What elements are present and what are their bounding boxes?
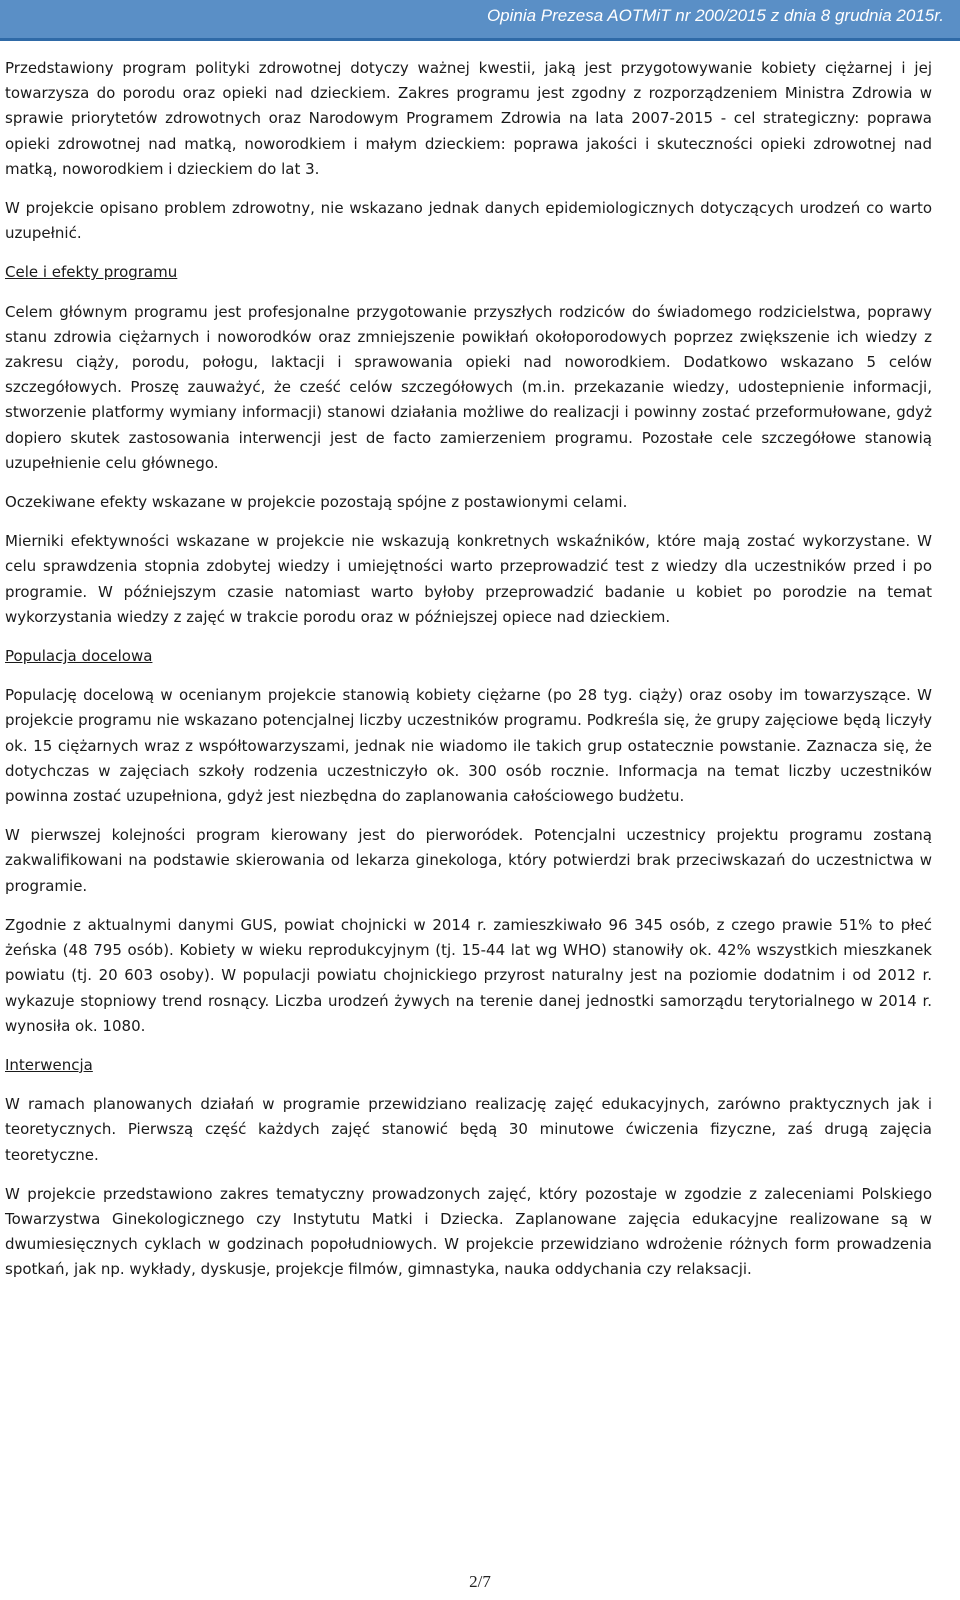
paragraph: W projekcie opisano problem zdrowotny, nie wskazano jednak danych epidemiologicznych dotyczących urodzeń co warto uzupełnić. <box>5 199 932 243</box>
document-header <box>0 0 960 41</box>
paragraph: W pierwszej kolejności program kierowany jest do pierworódek. Potencjalni uczestnicy projektu programu zostaną zakwalifikowani na podstawie skierowania od lekarza ginekologa, który potwierdzi brak przeciwskazań do uczestnictwa w programie. <box>5 826 932 895</box>
section-heading: Cele i efekty programu <box>5 263 178 282</box>
section-heading: Interwencja <box>5 1055 93 1074</box>
paragraph: Celem głównym programu jest profesjonalne przygotowanie przyszłych rodziców do świadomego rodzicielstwa, poprawy stanu zdrowia ciężarnych i noworodków oraz zmniejszenie powikłań okołoporodowych poprzez zwiększenie ich wiedzy z zakresu ciąży, porodu, połogu, laktacji i sprawowania opieki nad noworodkiem. Dodatkowo wskazano 5 celów szczegółowych. Proszę zauważyć, że cześć celów szczegółowych (m.in. przekazanie wiedzy, udostepnienie informacji, stworzenie platformy wymiany informacji) stanowi działania możliwe do realizacji i powinny zostać przeformułowane, gdyż dopiero skutek zastosowania interwencji jest de facto zamierzeniem programu. Pozostałe cele szczegółowe stanowią uzupełnienie celu głównego. <box>5 302 932 472</box>
paragraph: Populację docelową w ocenianym projekcie stanowią kobiety ciężarne (po 28 tyg. ciąży) oraz osoby im towarzyszące. W projekcie programu nie wskazano potencjalnej liczby uczestników programu. Podkreśla się, że grupy zajęciowe będą liczyły ok. 15 ciężarnych wraz z współtowarzyszami, jednak nie wiadomo ile takich grup ostatecznie powstanie. Zaznacza się, że dotychczas w zajęciach szkoły rodzenia uczestniczyło ok. 300 osób rocznie. Informacja na temat liczby uczestników powinna zostać uzupełniona, gdyż jest niezbędna do zaplanowania całościowego budżetu. <box>5 686 932 806</box>
paragraph: Zgodnie z aktualnymi danymi GUS, powiat chojnicki w 2014 r. zamieszkiwało 96 345 osób, z czego prawie 51% to płeć żeńska (48 795 osób). Kobiety w wieku reprodukcyjnym (tj. 15-44 lat wg WHO) stanowiły ok. 42% wszystkich mieszkanek powiatu (tj. 20 603 osoby). W populacji powiatu chojnickiego przyrost naturalny jest na poziomie dodatnim i od 2012 r. wykazuje stopniowy trend rosnący. Liczba urodzeń żywych na terenie danej jednostki samorządu terytorialnego w 2014 r. wynosiła ok. 1080. <box>5 915 932 1035</box>
page-number: 2/7 <box>469 1572 491 1591</box>
document-body <box>5 56 932 1297</box>
paragraph: Przedstawiony program polityki zdrowotnej dotyczy ważnej kwestii, jaką jest przygotowywanie kobiety ciężarnej i jej towarzysza do porodu oraz opieki nad dzieckiem. Zakres programu jest zgodny z rozporządzeniem Ministra Zdrowia w sprawie priorytetów zdrowotnych oraz Narodowym Programem Zdrowia na lata 2007-2015 - cel strategiczny: poprawa opieki zdrowotnej nad matką, noworodkiem i małym dzieckiem: poprawa jakości i skuteczności opieki zdrowotnej nad matką, noworodkiem i dzieckiem do lat 3. <box>5 59 932 178</box>
document-title: Opinia Prezesa AOTMiT nr 200/2015 z dnia 8 grudnia 2015r. <box>486 6 944 25</box>
paragraph: Oczekiwane efekty wskazane w projekcie pozostają spójne z postawionymi celami. <box>5 493 628 512</box>
paragraph: Mierniki efektywności wskazane w projekcie nie wskazują konkretnych wskaźników, które mają zostać wykorzystane. W celu sprawdzenia stopnia zdobytej wiedzy i umiejętności warto przeprowadzić test z wiedzy dla uczestników przed i po programie. W późniejszym czasie natomiast warto byłoby przeprowadzić badanie u kobiet po porodzie na temat wykorzystania wiedzy z zajęć w trakcie porodu oraz w późniejszej opiece nad dzieckiem. <box>5 532 932 626</box>
paragraph: W ramach planowanych działań w programie przewidziano realizację zajęć edukacyjnych, zarówno praktycznych jak i teoretycznych. Pierwszą część każdych zajęć stanowić będą 30 minutowe ćwiczenia fizyczne, zaś drugą zajęcia teoretyczne. <box>5 1095 932 1164</box>
section-heading: Populacja docelowa <box>5 647 153 666</box>
paragraph: W projekcie przedstawiono zakres tematyczny prowadzonych zajęć, który pozostaje w zgodzie z zaleceniami Polskiego Towarzystwa Ginekologicznego czy Instytutu Matki i Dziecka. Zaplanowane zajęcia edukacyjne realizowane są w dwumiesięcznych cyklach w godzinach popołudniowych. W projekcie przewidziano wdrożenie różnych form prowadzenia spotkań, jak np. wykłady, dyskusje, projekcje filmów, gimnastyka, nauka oddychania czy relaksacji. <box>5 1184 932 1279</box>
